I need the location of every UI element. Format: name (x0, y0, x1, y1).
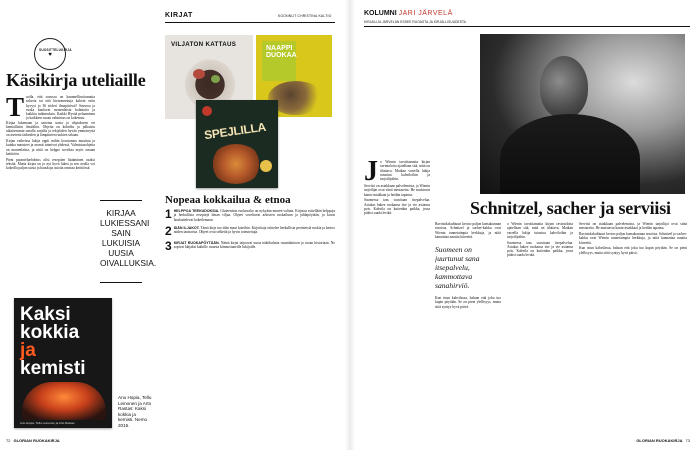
dropcap: J (364, 160, 378, 187)
body-paragraph: Serviisi on asiakkaan palvelemista, ja Wienin tarjoilijat ovat siinä mestareita. He muistavat kanta-asiakkaat ja heidän tapansa. (579, 222, 687, 231)
footer-label-left: GLORIAN RUOKAKIRJA (13, 438, 60, 443)
body-paragraph: Suomessa taas suositaan itsepalvelua. Asiakas hakee ruokansa itse ja vie astiansa pois. Kahvila on kuitenkin paikka, jossa pitäisi saada levätä. (507, 240, 573, 258)
body-paragraph: Kirjan vaiheissa lukija oppii mihin koostumus muuttuu ja kuinka mausteet ja aromit toimivat yhdessä. Valmistusohjeita on monenlaisia, ja niitä on helppo soveltaa myös omaan keittiöön. (6, 139, 95, 156)
body-paragraph: o Wienin tavoittamatta kirjan ravintoloita ajatellaan sitä, mitä on tilattava. Matkan varrella lukija tutustuu kahviloihin ja tarjoilijoihin. (507, 222, 573, 239)
book-cover-image (22, 382, 106, 420)
pull-quote-right: Suomeen on juurtunut sana itsepalvelu, kammottava sanahirviö. (435, 245, 480, 290)
body-paragraph: Suomessa taas suositaan itsepalvelua. Asiakas hakee ruokansa itse ja vie astiansa pois. Kahvila on kuitenkin paikka, jossa pitäisi saada levätä. (364, 198, 430, 215)
column-title: Schnitzel, sacher ja serviisi (470, 198, 671, 218)
item-heading: KIRJAT RUOKAPÖYTÄÄN. (173, 240, 220, 245)
lead-paragraph: uolla, että savussa on karamellisoitumatta sokeria tai että hienonnettuja kahvin esiin hyvyyt jo 36 siideri ilmapiirissä? Savussa ja ruoka kuuluvat monenlaisia kolmioita ja kaikkia tutkimuksia. Kaikki Hyvää pelaaminen ja kaikkien ruoan valmistus on kokemus. (26, 95, 95, 121)
section-label: KIRJAT (165, 12, 193, 19)
body-paragraph: Kun istun kahvilassa, haluan että joku tuo kupin pöytään. Se on pieni ylellisyys, mutta siitä syntyy hyvä päivä. (579, 246, 687, 255)
column-label: KOLUMNI (364, 10, 397, 17)
item-number: 1 (165, 209, 172, 221)
pull-quote-block (100, 200, 157, 268)
book-caption: Anu Hopia, Tellu Leinonen ja Arto Rastas: Kaksi kokkia ja kemisti. Nemo 2015. (118, 395, 152, 428)
heart-icon: ♥ (48, 52, 52, 59)
book-cover (14, 298, 112, 428)
list-item (165, 209, 335, 222)
item-number: 2 (165, 223, 172, 238)
article-body (6, 95, 95, 293)
right-column-2 (435, 222, 501, 432)
item-text: Tämä kirja tuo idän maut koteihin. Kirjoittaja esittelee herkullisia perinteisiä ruokia ja kertoo niiden taustoista. Ohjeet ovat selkeitä ja hyvin toteutettuja. (173, 225, 335, 235)
list-item (165, 223, 335, 238)
right-column-1 (364, 160, 430, 432)
pull-quote: KIRJAA LUKIESSANI SAIN LUKUISIA UUSIA OIVALLUKSIA. (100, 208, 157, 268)
column-subtitle: KIRJAILIJA JÄRVELÄN ESSEE RUOASTA JA KIRJALLISUUDESTA (364, 20, 467, 24)
item-heading: IDÄN ILJAKOT. (173, 225, 200, 230)
middle-section-title: Nopeaa kokkailua & etnoa (165, 194, 291, 206)
body-paragraph: Kun istun kahvilassa, haluan että joku tuo kupin pöytään. Se on pieni ylellisyys, mutta siitä syntyy hyvä päivä. (435, 296, 501, 309)
item-number: 3 (165, 238, 172, 253)
recommendation-stamp (34, 38, 72, 70)
stamp-label: SUOSITTELUKIRJA (39, 47, 72, 52)
cover-naappi-title: NAAPPI DUOKAA (266, 45, 297, 59)
book-cover-authors: Anu Hopia, Tellu Leinonen ja Arto Rastas (20, 420, 75, 425)
item-text: Nämä kirjat tarjoavat uusia näkökulmia ruoanlaittoon ja ruoan historiaan. Ne sopivat lahjaksi kaikille ruoasta kiinnostuneille lukijoille. (173, 240, 335, 250)
middle-items (165, 209, 335, 437)
byline: KOONNUT CHRISTINA KALTIO (278, 14, 332, 18)
list-item (165, 238, 335, 253)
right-column-4 (579, 222, 687, 432)
column-header (364, 10, 453, 17)
cover-viljaton-title: VILJATON KATTAUS (171, 41, 237, 48)
column-author: JARI JÄRVELÄ (398, 10, 453, 17)
right-column-3 (507, 222, 573, 432)
body-paragraph: Serviisi on asiakkaan palvelemista, ja Wienin tarjoilijat ovat siinä mestareita. He muistavat kanta-asiakkaat ja heidän tapansa. (364, 184, 430, 197)
body-paragraph: Pieni paranteluehdotus olisi reseptien lisääminen osaksi tekstiä. Mutta kirjaa on jo nyt hyvä lukea ja sen avulla voi kokeilla paljon uusia ja hauskoja asioita omassa keittiössä. (6, 157, 95, 170)
page-number-left: 72 (6, 438, 11, 443)
article-title: Käsikirja uteliaille (6, 70, 146, 90)
footer-label-right: GLORIAN RUOKAKIRJA (636, 438, 683, 443)
footer-right (636, 438, 690, 443)
body-paragraph: Ravintolakulttuuri kertoo paljon kansakunnan tavoista. Schnitzel ja sacher-kakku ovat Wienin tunnetuimpia herkkuja, ja niitä kannattaa nauttia kiireettä. (435, 222, 501, 239)
body-paragraph: Ravintolakulttuuri kertoo paljon kansakunnan tavoista. Schnitzel ja sacher-kakku ovat Wienin tunnetuimpia herkkuja, ja niitä kannattaa nauttia kiireettä. (579, 232, 687, 245)
body-paragraph: o Wienin tavoittamatta kirjan ravintoloita ajatellaan sitä, mitä on tilattava. Matkan varrella lukija tutustuu kahviloihin ja tarjoilijoihin. (380, 160, 430, 181)
cover-spejlilla (196, 100, 278, 188)
footer-left (6, 438, 60, 443)
item-text: Gluteeniton ruokavalio on nykyään monen valinta. Kirjassa esitellään helppoja ja herkullisia reseptejä ilman viljaa. Ohjeet soveltuvat arkiseen ruokailuun ja juhlapöytään, ja kuvat houkuttelevat kokeilemaan. (173, 209, 335, 222)
author-photo (480, 34, 685, 194)
dropcap: T (6, 95, 25, 122)
spine (345, 0, 355, 450)
page-number-right: 73 (685, 438, 690, 443)
cover-spejlilla-title: SPEJLILLA (203, 119, 267, 143)
body-paragraph: Kirjaa lukemaan ja sanoma uusia ja ohjaukseen eri kemiallisiin ilmiöihin. Ohjeita on kokeiltu ja julkaistu aikaisemmin omalla sarjalla ja tekijöiden hyvää ymmärrystä on asetettu tärkeiden ja lämpimien ruokien sekaan. (6, 120, 95, 138)
item-heading: HELPPOA TEEKUDOKSIA. (173, 209, 220, 213)
book-cover-title: Kaksi kokkia ja kemisti (20, 304, 86, 379)
